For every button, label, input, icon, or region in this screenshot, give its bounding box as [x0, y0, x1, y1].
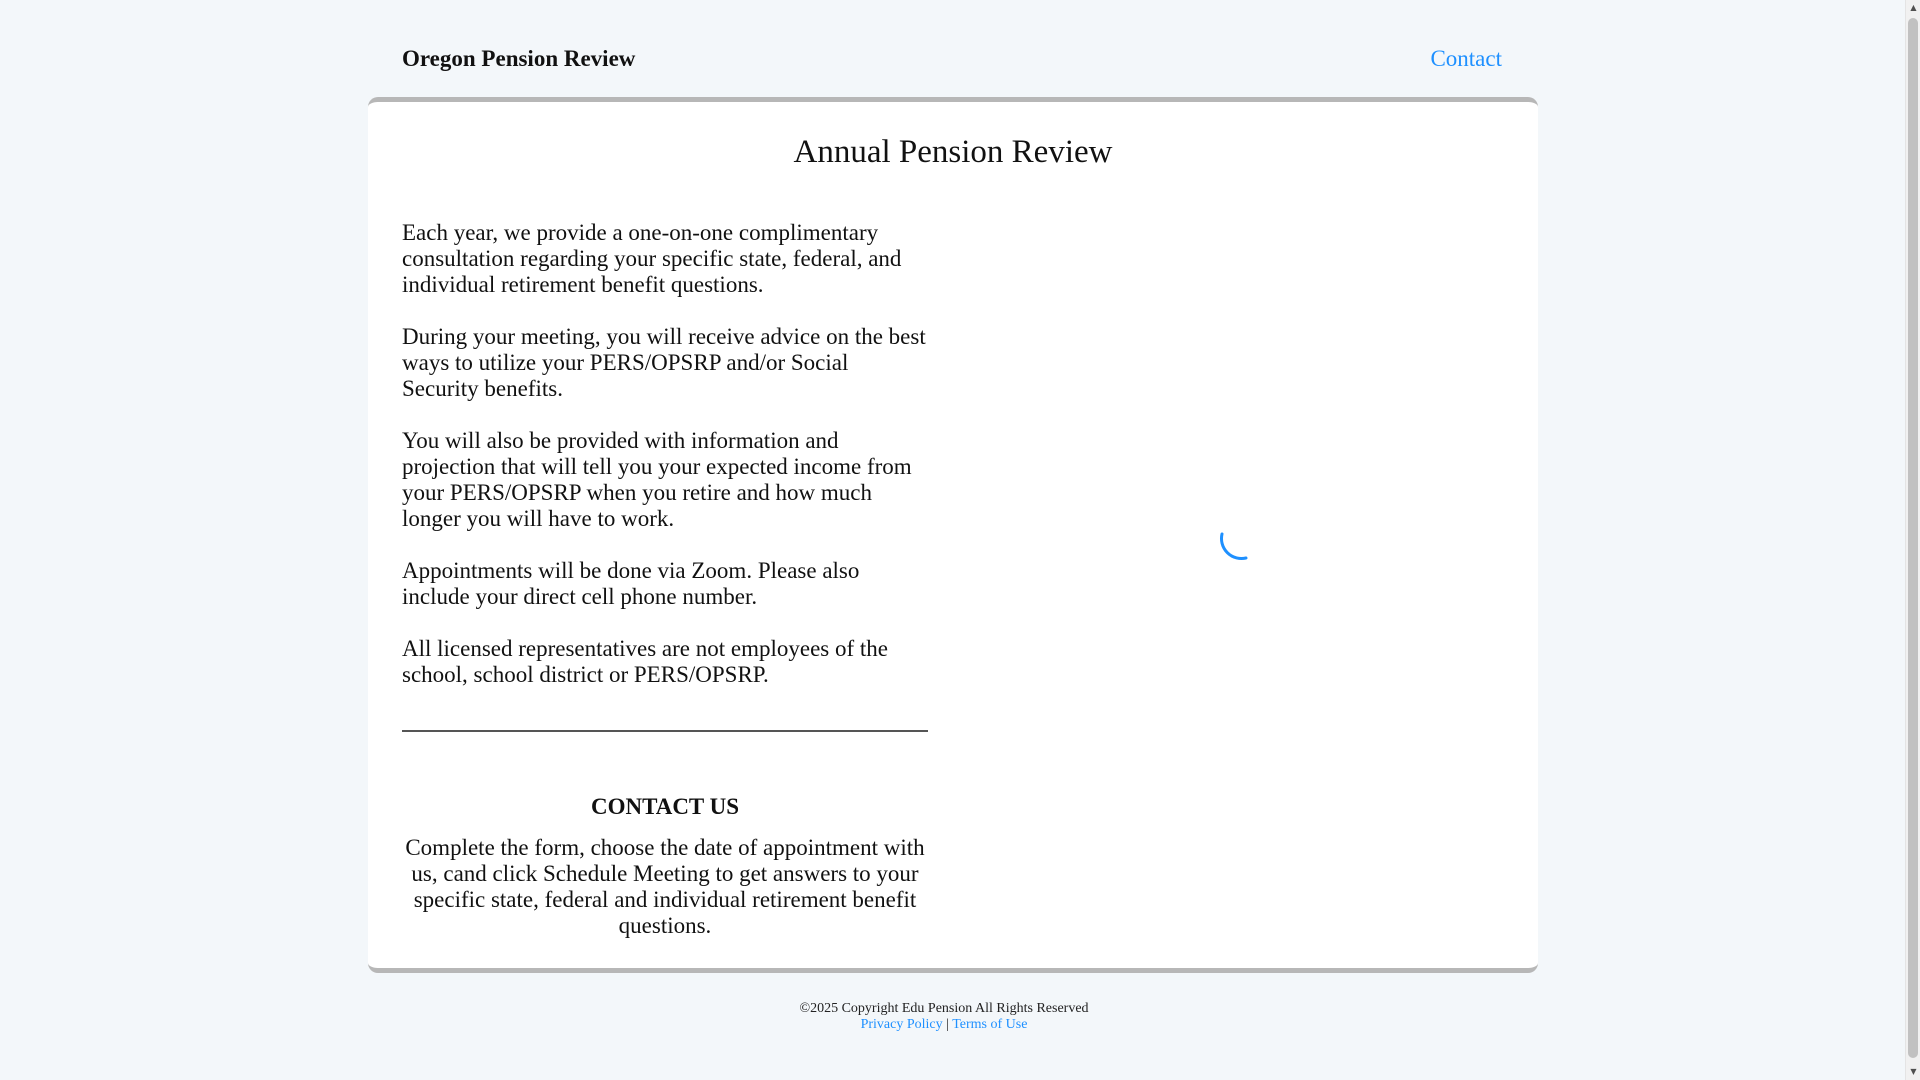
nav-contact-link[interactable]: Contact [1430, 46, 1502, 71]
info-column [402, 220, 928, 714]
info-paragraph: Each year, we provide a one-on-one complimentary consultation regarding your specific state, federal, and individual retirement benefit questions. [402, 220, 902, 297]
privacy-policy-link[interactable]: Privacy Policy [860, 1017, 943, 1032]
site-brand[interactable]: Oregon Pension Review [402, 46, 636, 71]
scroll-down-arrow-icon[interactable]: ▼ [1910, 1067, 1917, 1076]
review-card [368, 97, 1538, 973]
contact-heading: CONTACT US [590, 794, 740, 819]
info-paragraph: Appointments will be done via Zoom. Please also include your direct cell phone number. [402, 558, 860, 609]
info-paragraph: You will also be provided with information and projection that will tell you your expected income from your PERS/OPSRP when you retire and how much longer you will have to work. [402, 428, 912, 531]
site-footer [0, 1001, 1888, 1033]
vertical-scrollbar[interactable] [1905, 0, 1920, 1080]
info-paragraph: All licensed representatives are not employees of the school, school district or PERS/OPSRP. [402, 636, 889, 687]
scroll-up-arrow-icon[interactable]: ▲ [1910, 3, 1917, 12]
contact-instructions: Complete the form, choose the date of appointment with us, cand click Schedule Meeting to get answers to your specific state, federal and individual retirement benefit questions. [405, 835, 925, 938]
copyright-text: ©2025 Copyright Edu Pension All Rights Reserved [799, 1001, 1089, 1016]
terms-of-use-link[interactable]: Terms of Use [952, 1017, 1028, 1032]
section-divider [402, 730, 928, 732]
loading-spinner-icon [1208, 510, 1284, 586]
scrollbar-thumb[interactable] [1908, 18, 1918, 1058]
site-header [402, 46, 1502, 80]
footer-links [0, 1017, 1888, 1033]
footer-separator: | [946, 1017, 949, 1032]
info-paragraph: During your meeting, you will receive advice on the best ways to utilize your PERS/OPSRP and/or Social Security benefits. [402, 324, 926, 401]
page-title: Annual Pension Review [793, 134, 1113, 170]
